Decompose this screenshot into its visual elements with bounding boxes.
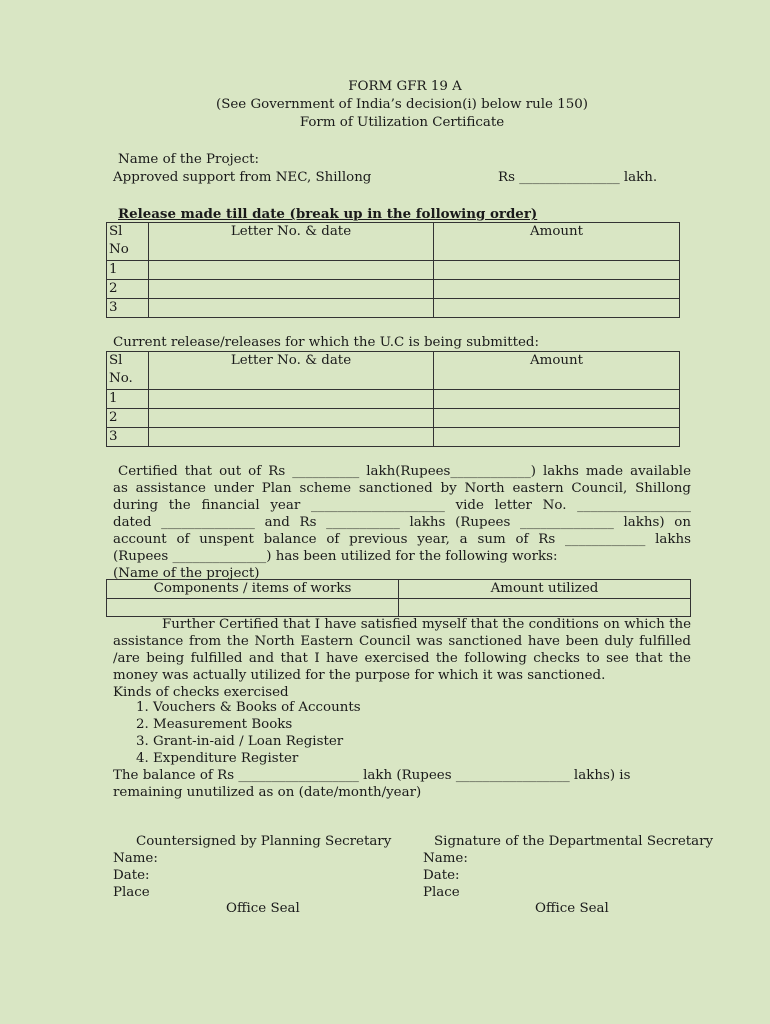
list-item: 1. Vouchers & Books of Accounts [153, 699, 361, 716]
right-date-label: Date: [423, 868, 460, 883]
works-table [106, 579, 691, 617]
further-paragraph [113, 616, 691, 701]
support-label: Approved support from NEC, Shillong [113, 170, 372, 185]
current-col-sl-line1: Sl [109, 353, 123, 368]
current-row-sl: 2 [107, 409, 149, 428]
checks-list [113, 699, 361, 767]
balance-paragraph [113, 767, 691, 801]
right-name-label: Name: [423, 851, 468, 866]
current-col-sl [107, 352, 149, 390]
further-line: Further Certified that I have satisfied myself that the conditions on which the [162, 617, 691, 632]
further-line: /are being fulfilled and that I have exercised the following checks to see that the [113, 651, 691, 666]
release-letter-cell[interactable] [149, 280, 434, 299]
countersigned-label: Countersigned by Planning Secretary [136, 834, 392, 849]
release-col-letter: Letter No. & date [149, 223, 434, 261]
release-row-sl: 3 [107, 299, 149, 318]
release-amount-cell[interactable] [434, 299, 680, 318]
balance-line: The balance of Rs __________________ lakh (Rupees _________________ lakhs) is [113, 768, 631, 783]
table-row [107, 261, 680, 280]
current-row-sl: 1 [107, 390, 149, 409]
left-place-label: Place [113, 885, 150, 900]
form-heading: Form of Utilization Certificate [299, 115, 505, 130]
table-row [107, 280, 680, 299]
current-col-sl-line2: No. [109, 371, 133, 386]
certificate-line: (Rupees ______________) has been utilized for the following works: [113, 549, 558, 564]
certificate-line: Certified that out of Rs __________ lakh(Rupees____________) lakhs made available [118, 464, 691, 479]
departmental-signature-label: Signature of the Departmental Secretary [434, 834, 714, 849]
works-col-amount: Amount utilized [399, 580, 691, 599]
current-amount-cell[interactable] [434, 390, 680, 409]
release-letter-cell[interactable] [149, 299, 434, 318]
left-name-label: Name: [113, 851, 158, 866]
checks-label: Kinds of checks exercised [113, 685, 289, 700]
current-row-sl: 3 [107, 428, 149, 447]
table-row [107, 299, 680, 318]
current-letter-cell[interactable] [149, 390, 434, 409]
list-item: 2. Measurement Books [153, 716, 361, 733]
works-col-components: Components / items of works [107, 580, 399, 599]
current-table-title: Current release/releases for which the U.C is being submitted: [113, 335, 540, 350]
release-row-sl: 2 [107, 280, 149, 299]
release-col-sl-line2: No [109, 242, 129, 257]
current-col-letter: Letter No. & date [149, 352, 434, 390]
certificate-line: during the financial year ____________________ vide letter No. _________________ [113, 498, 691, 513]
release-col-sl [107, 223, 149, 261]
works-amount-cell[interactable] [399, 599, 691, 617]
release-amount-cell[interactable] [434, 261, 680, 280]
further-line: money was actually utilized for the purpose for which it was sanctioned. [113, 668, 606, 683]
project-name-note: (Name of the project) [113, 566, 260, 581]
certificate-line: account of unspent balance of previous year, a sum of Rs ____________ lakhs [113, 532, 691, 547]
list-item: 4. Expenditure Register [153, 750, 361, 767]
left-date-label: Date: [113, 868, 150, 883]
form-subtitle: (See Government of India’s decision(i) below rule 150) [215, 97, 588, 112]
release-amount-cell[interactable] [434, 280, 680, 299]
release-row-sl: 1 [107, 261, 149, 280]
form-title: FORM GFR 19 A [348, 79, 462, 94]
works-component-cell[interactable] [107, 599, 399, 617]
certificate-line: as assistance under Plan scheme sanctioned by North eastern Council, Shillong [113, 481, 691, 496]
right-place-label: Place [423, 885, 460, 900]
support-amount-label: Rs _______________ lakh. [498, 170, 658, 185]
table-row [107, 409, 680, 428]
current-letter-cell[interactable] [149, 428, 434, 447]
further-line: assistance from the North Eastern Council was sanctioned have been duly fulfilled [113, 634, 691, 649]
release-letter-cell[interactable] [149, 261, 434, 280]
current-amount-cell[interactable] [434, 428, 680, 447]
balance-line: remaining unutilized as on (date/month/year) [113, 785, 422, 800]
current-table [106, 351, 680, 447]
release-table-title: Release made till date (break up in the following order) [118, 206, 538, 222]
table-row [107, 428, 680, 447]
release-col-sl-line1: Sl [109, 224, 123, 239]
release-table [106, 222, 680, 318]
right-office-seal: Office Seal [535, 901, 609, 916]
current-amount-cell[interactable] [434, 409, 680, 428]
current-col-amount: Amount [434, 352, 680, 390]
release-col-amount: Amount [434, 223, 680, 261]
left-office-seal: Office Seal [226, 901, 300, 916]
table-row [107, 390, 680, 409]
certificate-paragraph [113, 463, 691, 582]
current-letter-cell[interactable] [149, 409, 434, 428]
table-row [107, 599, 691, 617]
certificate-line: dated ______________ and Rs ___________ lakhs (Rupees ______________ lakhs) on [113, 515, 691, 530]
list-item: 3. Grant-in-aid / Loan Register [153, 733, 361, 750]
project-name-label: Name of the Project: [118, 152, 259, 167]
